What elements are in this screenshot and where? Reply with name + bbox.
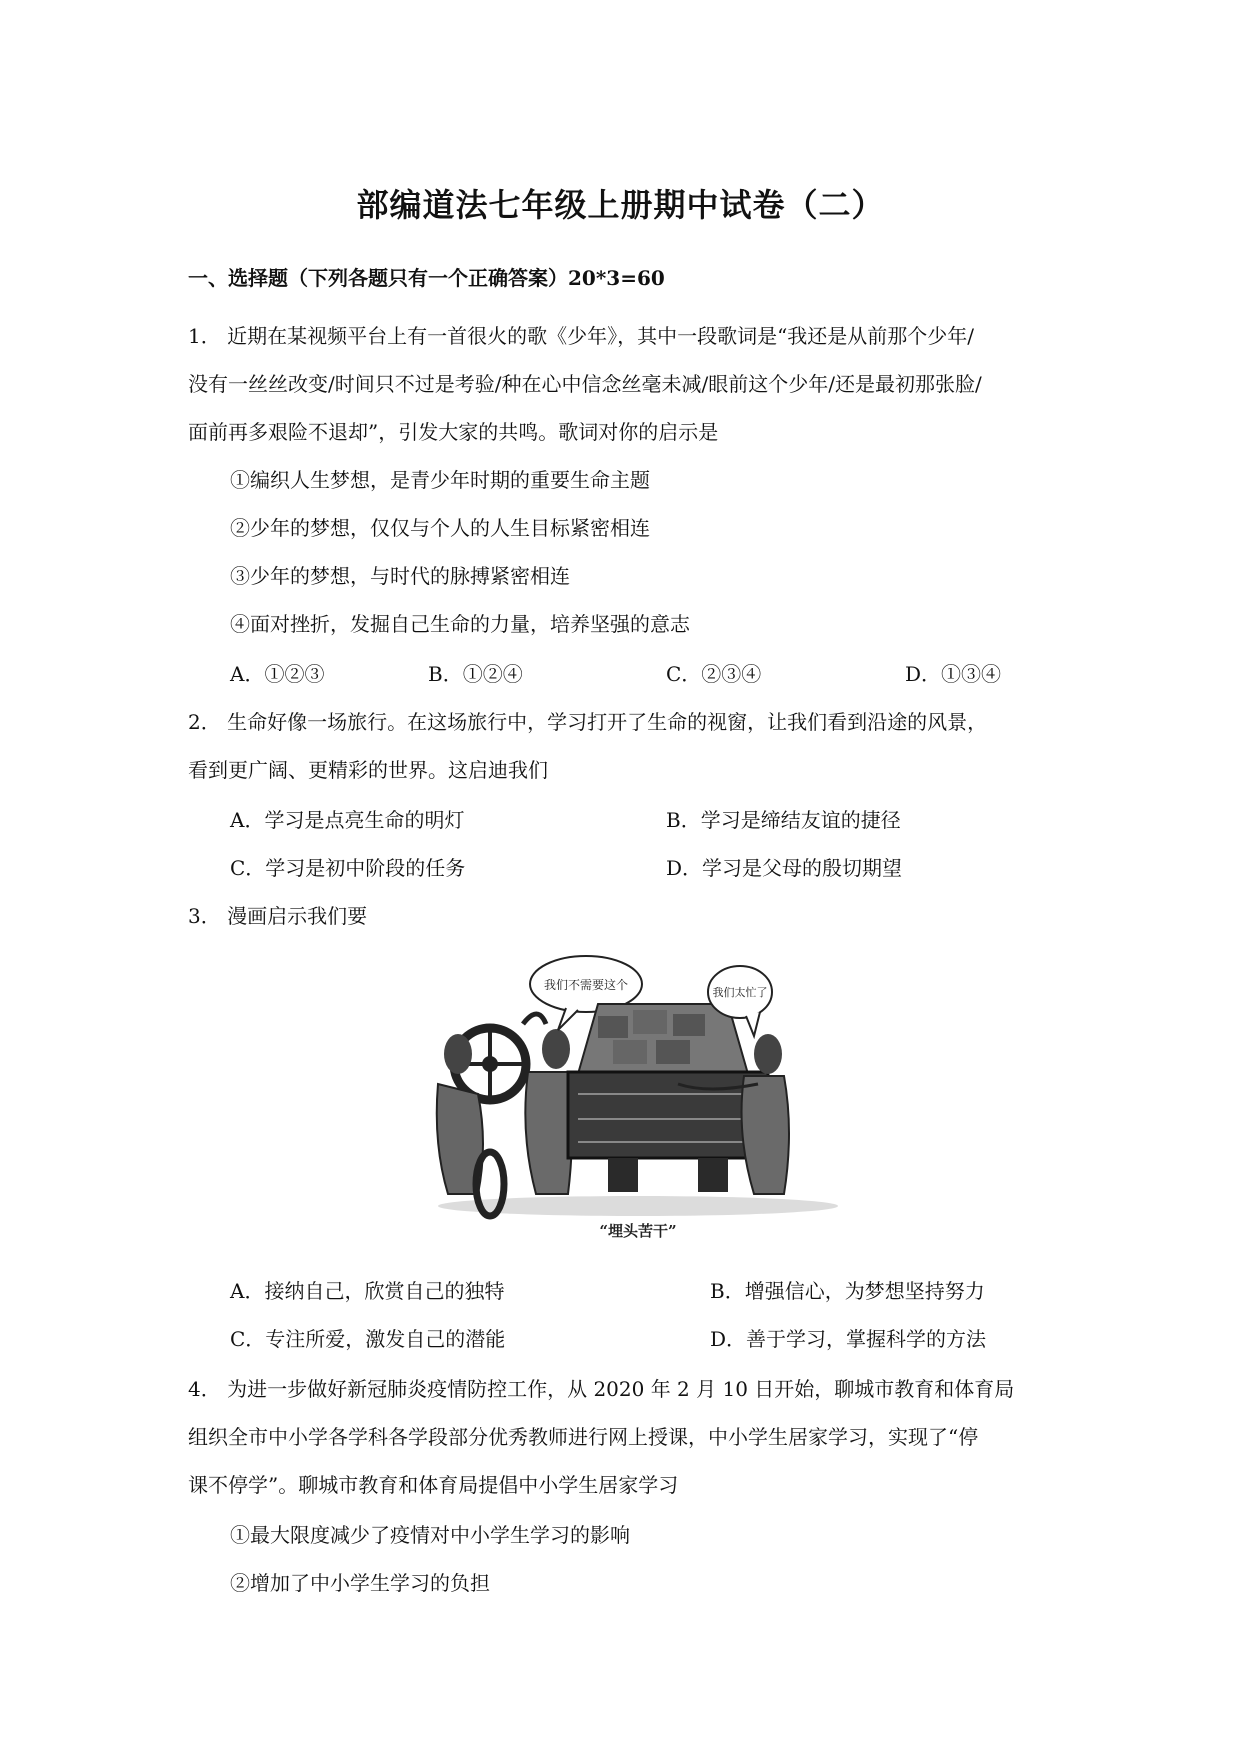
section-heading: 一、选择题（下列各题只有一个正确答案）20*3=60 xyxy=(188,266,665,290)
q1-line-3: 面前再多艰险不退却”，引发大家的共鸣。歌词对你的启示是 xyxy=(188,420,719,444)
q1-item-2: ②少年的梦想，仅仅与个人的人生目标紧密相连 xyxy=(230,516,650,540)
page-title: 部编道法七年级上册期中试卷（二） xyxy=(356,186,885,224)
q1-line-1: 1． 近期在某视频平台上有一首很火的歌《少年》，其中一段歌词是“我还是从前那个少年/ xyxy=(188,324,975,348)
comic-caption: “埋头苦干” xyxy=(599,1222,677,1240)
q4-item-2: ②增加了中小学生学习的负担 xyxy=(230,1571,490,1595)
q1-line-2: 没有一丝丝改变/时间只不过是考验/种在心中信念丝毫未减/眼前这个少年/还是最初那张脸/ xyxy=(188,372,982,396)
caveman-left xyxy=(437,1028,526,1216)
speech-bubble-left-text: 我们不需要这个 xyxy=(543,978,629,992)
q2-option-d: D．学习是父母的殷切期望 xyxy=(666,856,903,880)
cart xyxy=(568,1004,768,1192)
q1-option-b: B．①②④ xyxy=(428,662,523,686)
q1-option-a: A．①②③ xyxy=(230,662,325,686)
q2-option-a: A．学习是点亮生命的明灯 xyxy=(230,808,465,832)
q3-option-d: D．善于学习，掌握科学的方法 xyxy=(710,1327,987,1351)
q4-line-3: 课不停学”。聊城市教育和体育局提倡中小学生居家学习 xyxy=(188,1473,679,1497)
q4-line-1: 4． 为进一步做好新冠肺炎疫情防控工作，从 2020 年 2 月 10 日开始，聊城市教育和体育局 xyxy=(188,1377,1015,1401)
speech-bubble-right-text: 我们太忙了 xyxy=(712,986,768,999)
caveman-middle xyxy=(523,1014,572,1194)
q2-option-b: B．学习是缔结友谊的捷径 xyxy=(666,808,901,832)
q4-item-1: ①最大限度减少了疫情对中小学生学习的影响 xyxy=(230,1523,630,1547)
q3-option-b: B．增强信心，为梦想坚持努力 xyxy=(710,1279,985,1303)
q1-option-d: D．①③④ xyxy=(905,662,1002,686)
q1-option-c: C．②③④ xyxy=(666,662,762,686)
q1-item-1: ①编织人生梦想，是青少年时期的重要生命主题 xyxy=(230,468,650,492)
q3-line-1: 3． 漫画启示我们要 xyxy=(188,904,368,928)
q3-option-c: C．专注所爱，激发自己的潜能 xyxy=(230,1327,506,1351)
q1-item-4: ④面对挫折，发掘自己生命的力量，培养坚强的意志 xyxy=(230,612,690,636)
q3-option-a: A．接纳自己，欣赏自己的独特 xyxy=(230,1279,505,1303)
q2-option-c: C．学习是初中阶段的任务 xyxy=(230,856,466,880)
comic-illustration xyxy=(428,944,848,1244)
q2-line-2: 看到更广阔、更精彩的世界。这启迪我们 xyxy=(188,758,548,782)
q2-line-1: 2． 生命好像一场旅行。在这场旅行中，学习打开了生命的视窗，让我们看到沿途的风景， xyxy=(188,710,988,734)
q1-item-3: ③少年的梦想，与时代的脉搏紧密相连 xyxy=(230,564,570,588)
q4-line-2: 组织全市中小学各学科各学段部分优秀教师进行网上授课，中小学生居家学习，实现了“停 xyxy=(188,1425,979,1449)
